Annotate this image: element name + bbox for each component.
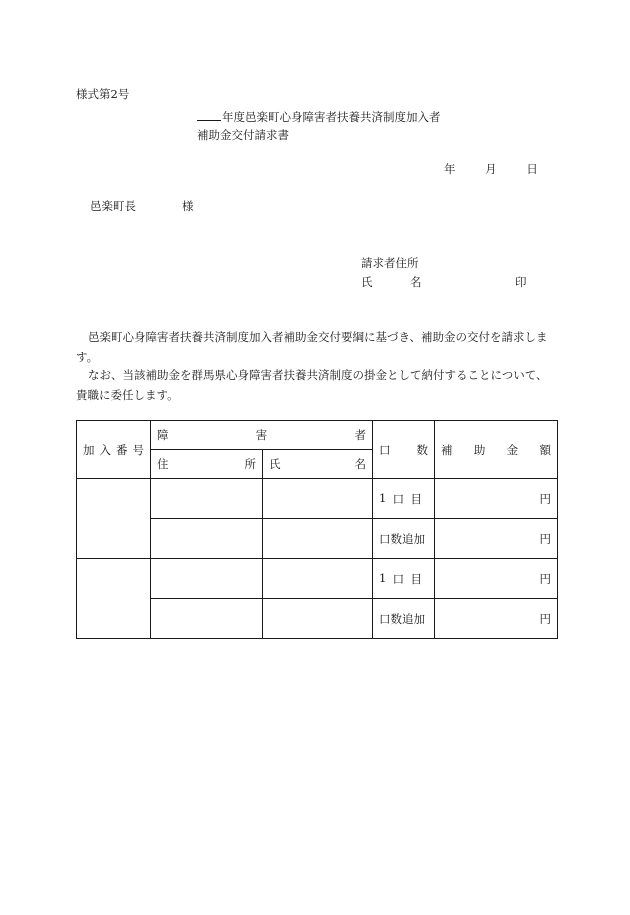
yen-unit: 円 [539, 571, 551, 586]
requester-address-label: 請求者住所 [361, 256, 419, 270]
requester-name-label-1: 氏 [361, 275, 373, 289]
date-month-label: 月 [485, 162, 497, 176]
enrollment-number-cell[interactable] [77, 559, 151, 639]
name-cell[interactable] [263, 479, 373, 519]
enrollment-number-header: 加 入 番 号 [77, 421, 151, 479]
yen-unit: 円 [539, 491, 551, 506]
address-cell[interactable] [151, 559, 263, 599]
form-number: 様式第2号 [76, 87, 130, 101]
subsidy-amount-cell[interactable] [435, 599, 558, 639]
disabled-person-header: 障 害 者 [151, 421, 373, 450]
year-blank [197, 110, 221, 121]
yen-unit: 円 [539, 611, 551, 626]
subsidy-amount-cell[interactable] [435, 519, 558, 559]
units-cell: 1 口 目 [373, 479, 435, 519]
date-year-label: 年 [444, 162, 456, 176]
body-paragraph-1: 邑楽町心身障害者扶養共済制度加入者補助金交付要綱に基づき、補助金の交付を請求します。 [76, 330, 548, 364]
units-cell: 口数追加 [373, 519, 435, 559]
table-row [77, 559, 558, 599]
address-cell[interactable] [151, 479, 263, 519]
name-header: 氏 名 [263, 450, 373, 479]
name-cell[interactable] [263, 599, 373, 639]
units-cell: 口数追加 [373, 599, 435, 639]
addressee-honorific: 様 [182, 199, 194, 213]
units-header: 口 数 [373, 421, 435, 479]
name-cell[interactable] [263, 559, 373, 599]
subsidy-table [76, 420, 558, 639]
form-title-line1 [197, 109, 441, 125]
name-cell[interactable] [263, 519, 373, 559]
body-paragraph-2: なお、当該補助金を群馬県心身障害者扶養共済制度の掛金として納付することについて、貴職に委任します。 [76, 368, 548, 402]
units-cell: 1 口 目 [373, 559, 435, 599]
seal-mark: 印 [515, 275, 527, 289]
requester-name-label-2: 名 [410, 275, 422, 289]
address-cell[interactable] [151, 599, 263, 639]
subsidy-amount-cell[interactable] [435, 559, 558, 599]
table-header-row-1 [77, 421, 558, 450]
address-header: 住 所 [151, 450, 263, 479]
enrollment-number-cell[interactable] [77, 479, 151, 559]
addressee-name: 邑楽町長 [90, 199, 136, 213]
date-day-label: 日 [526, 162, 538, 176]
form-title-text: 年度邑楽町心身障害者扶養共済制度加入者 [222, 110, 441, 124]
address-cell[interactable] [151, 519, 263, 559]
form-title-line2: 補助金交付請求書 [197, 128, 289, 142]
date-line [444, 161, 538, 177]
subsidy-amount-cell[interactable] [435, 479, 558, 519]
table-row [77, 479, 558, 519]
subsidy-amount-header: 補 助 金 額 [435, 421, 558, 479]
yen-unit: 円 [539, 531, 551, 546]
